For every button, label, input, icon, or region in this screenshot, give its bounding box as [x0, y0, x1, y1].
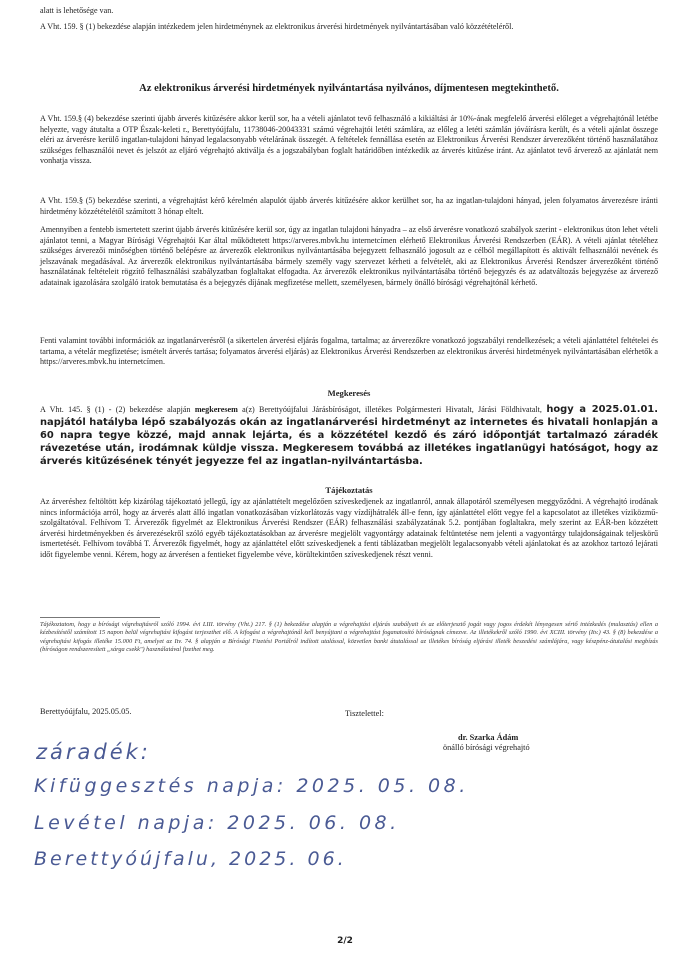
place-and-date: Berettyóújfalu, 2025.05.05. — [40, 707, 132, 716]
paragraph-new-auction: Amennyiben a fentebb ismertetett szerint újabb árverés kitűzésére kerül sor, úgy az ingatlan tulajdoni hányadra – az első árverésre vonatkozó szabályok szerint - elektronikus úton lehet vételi ajánlatot tenni, a Magyar Bírósági Végrehajtói Kar által működtetett https://arveres.mbvk.hu internetcímen elérhető Elektronikus Árverési Rendszerben (EÁR). A vételi ajánlat tételéhez szükséges árverezői minőségben történő belépésre az árverezők elektronikus nyilvántartásába bejegyzett felhasználó jogosult az e célból megállapított és aktivált felhasználói nevének és jelszavának megadásával. Az árverezők elektronikus nyilvántartásába bármely személy vagy szervezet kérheti a felvételét, aki az Elektronikus Árverési Rendszer árverezőként történő használatának feltételeit rögzítő felhasználási szabályzatban foglaltakat elfogadta. Az árverezők elektronikus nyilvántartásába történő bejegyzés és az adatváltozás bejegyzése az árverező adatainak igazolására szolgáló iratok bemutatása és a bejegyzés díjának megfizetése mellett, személyesen, bármely önálló bírósági végrehajtónál kérhető. — [40, 225, 658, 287]
paragraph-further-info: Fenti valamint további információk az ingatlanárverésről (a sikertelen árverési eljárás fogalma, tartalma; az árverezőkre vonatkozó jogszabályi rendelkezések; a vételi ajánlattétel feltételei és tartama, a vételár megfizetése; ismételt árverés tartása; folyamatos árverési eljárás) az Elektronikus Árverési Rendszerben az elektronikus árverési hirdetmények nyilvántartásában elérhetők a https://arveres.mbvk.hu internetcímen. — [40, 336, 658, 367]
signer-title: önálló bírósági végrehajtó — [443, 743, 530, 752]
paragraph-megkereses — [40, 403, 658, 468]
handwritten-removal-date: Levétel napja: 2025. 06. 08. — [34, 812, 400, 834]
footnote-text: Tájékoztatom, hogy a bírósági végrehajtásról szóló 1994. évi LIII. törvény (Vht.) 217. § (1) bekezdése alapján a végrehajtási eljárás szabályait és az előterjesztő jogát vagy jogos érdekét lényegesen sértő intézkedés (mulasztás) ellen a kézbesítéstől számított 15 napon belül végrehajtási kifogást terjeszthet elő. A kifogást a végrehajtónál kell benyújtani a végrehajtást foganatosító bíróságnak címezve. Az illetékekről szóló 1990. évi XCIII. törvény (Itv.) 43. § (8) bekezdése a végrehajtási kifogás illetéke 15.000 Ft, amelyet az Itv. 74. § alapján a Bírósági Fizetési Portálról indított utalással, közvetlen banki átutalással az illetékes bíróság eljárási illeték beszedési számlájára, vagy készpénz-átutalási megbízás (bíróságon rendszeresített „sárga csekk") használatával fizethet meg. — [40, 621, 658, 654]
paragraph-tajekoztatas: Az árveréshez feltöltött kép kizárólag tájékoztató jellegű, így az ajánlattételt megelőzően szíveskedjenek az ingatlanról, annak állapotáról személyesen meggyőződni. A végrehajtó irodának nincs információja arról, hogy az árverés alatt álló ingatlan vonatkozásában vízkorlátozás vagy vízdíjhátralék áll-e fenn, így ajánlattétel előtt vegye fel a kapcsolatot az illetékes víziközmű-szolgáltatóval. Felhívom T. Árverezők figyelmét az Elektronikus Árverési Rendszer (EÁR) felhasználási szabályzatának 5.2. pontjában foglaltakra, mely szerint az EÁR-ben közzétett árverési hirdetményekben és árverezésekről szóló egyéb tájékoztatásokban az árverésre megjelölt vagyontárgy adatainak feltüntetése nem jelenti a vagyontárgy tulajdonságainak teljeskörű ismertetését. Felhívom továbbá T. Árverezők figyelmét, hogy az ajánlattétel előtt szíveskedjenek a fenti táblázatban megjelölt legalacsonyabb vételi ajánlatokat és az azokhoz tartozó lejárati időt figyelembe venni. Kérem, hogy az árverésen a fentieket figyelembe véve, körültekintően szíveskedjenek részt venni. — [40, 497, 658, 559]
regards: Tisztelettel: — [345, 709, 384, 718]
handwritten-zaradek: záradék: — [36, 740, 151, 764]
megkereses-request: hogy a 2025.01.01. napjától hatályba lépő szabályozás okán az ingatlanárverési hirdetményt az internetes és hivatali honlapján a 60 napra tegye közzé, majd annak lejárta, és a közzététel kezdő és záró időpontját tartalmazó záradék rávezetése után, irodámnak küldje vissza. Megkeresem továbbá az illetékes ingatlanügyi hatóságot, hogy az árverés kitűzésének tényét jegyezze fel az ingatlan-nyilvántartásba. — [40, 404, 659, 467]
publication-statement: A Vht. 159. § (1) bekezdése alapján intézkedem jelen hirdetménynek az elektronikus árverési hirdetmények nyilvántartásában való közzétételéről. — [40, 22, 514, 31]
signer-name: dr. Szarka Ádám — [458, 733, 519, 742]
megkereses-addressees: a(z) Berettyóújfalui Járásbíróságot, illetékes Polgármesteri Hivatalt, Járási Földhivatalt, — [242, 405, 542, 414]
paragraph-vht-159-5: A Vht. 159.§ (5) bekezdése szerinti, a végrehajtást kérő kérelmén alapulót újabb árverés kitűzésére akkor kerülhet sor, ha az ingatlan-tulajdoni hányad, jelen folyamatos árverezésre iránti hirdetmény közzétételétől számított 3 hónap eltelt. — [40, 196, 658, 216]
footnote-divider — [40, 617, 160, 618]
megkereses-lead: A Vht. 145. § (1) - (2) bekezdése alapján — [40, 405, 191, 414]
paragraph-vht-159-4: A Vht. 159.§ (4) bekezdése szerinti újabb árverés kitűzésére akkor kerül sor, ha a vételi ajánlatot tevő felhasználó a kikiáltási ár 10%-ának megfelelő árverési előleget a végrehajtónál letétbe helyezte, vagy átutalta a OTP Észak-keleti r., Berettyóújfalu, 11738046-20043331 számú végrehajtói letéti számlára, az előleg a letéti számlán jóváírásra került, és a vételi ajánlat összege eléri az árverésre kerülő ingatlan-tulajdoni hányad legalacsonyabb vételárának összegét. A feltételek fennállása esetén az Elektronikus Árverési Rendszer árverezőként történő használatához szükséges felhasználói nevet és jelszót az eljáró végrehajtó aktiválja és a jogszabályban foglalt határidőben intézkedik az árverés kitűzése iránt. Az ajánlatot tevő árverező az ajánlatát nem vonhatja vissza. — [40, 114, 658, 166]
heading-tajekoztatas: Tájékoztatás — [325, 485, 373, 495]
megkereses-verb: megkeresem — [194, 405, 238, 414]
handwritten-posting-date: Kifüggesztés napja: 2025. 05. 08. — [34, 775, 469, 797]
heading-megkereses: Megkeresés — [327, 388, 371, 398]
handwritten-place-date: Berettyóújfalu, 2025. 06. — [34, 848, 347, 870]
page-number: 2/2 — [337, 936, 353, 946]
notice-title: Az elektronikus árverési hirdetmények nyilvántartása nyilvános, díjmentesen megtekinthető. — [139, 83, 559, 94]
intro-text: alatt is lehetősége van. — [40, 6, 114, 15]
